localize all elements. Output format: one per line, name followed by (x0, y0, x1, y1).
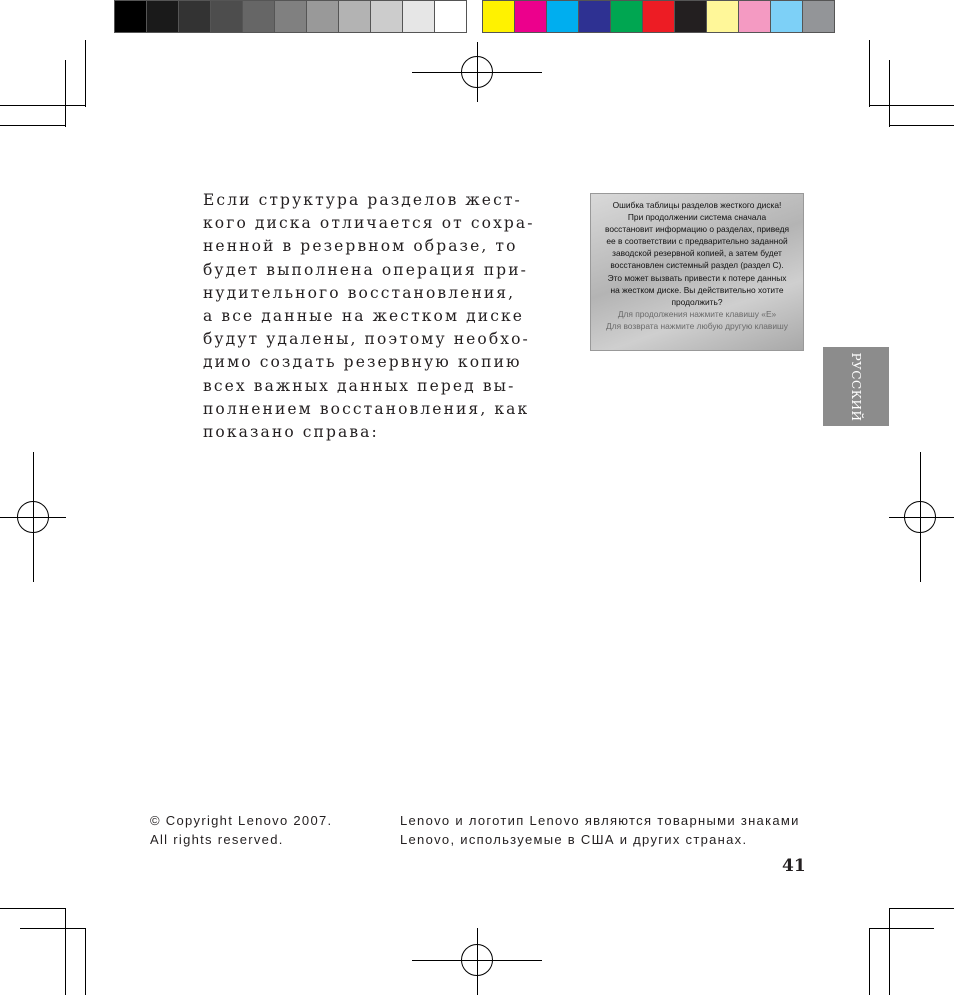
process-color-bar (482, 0, 835, 36)
gray-swatch (114, 0, 146, 33)
color-swatch (738, 0, 770, 33)
grayscale-color-bar (114, 0, 467, 36)
color-swatch (546, 0, 578, 33)
gray-swatch (210, 0, 242, 33)
gray-swatch (178, 0, 210, 33)
screenshot-message (591, 199, 803, 308)
screenshot-line: ее в соответствии с предварительно заданной (606, 236, 788, 247)
gray-swatch (146, 0, 178, 33)
hint-continue: Для продолжения нажмите клавишу «E» (617, 308, 777, 319)
partition-error-screenshot (590, 193, 804, 351)
color-swatch (706, 0, 738, 33)
paragraph-line: всех важных данных перед вы- (203, 376, 516, 395)
gray-swatch (402, 0, 434, 33)
page-number: 41 (782, 856, 806, 876)
gray-swatch (370, 0, 402, 33)
paragraph-line: Если структура разделов жест- (203, 191, 522, 209)
gray-swatch (242, 0, 274, 33)
paragraph-line: будет выполнена операция при- (203, 260, 528, 279)
gray-swatch (338, 0, 370, 33)
paragraph-line: полнением восстановления, как (203, 399, 530, 418)
screenshot-line: восстановлен системный раздел (раздел C). (610, 260, 784, 271)
paragraph-line: будут удалены, поэтому необхо- (203, 330, 530, 349)
screenshot-line: заводской резервной копией, а затем будет (612, 248, 782, 259)
paragraph-line: ненной в резервном образе, то (203, 237, 518, 256)
trademark-line-2: Lenovo, используемые в США и других странах. (400, 831, 748, 847)
hint-return: Для возврата нажмите любую другую клавишу (606, 320, 788, 331)
language-tab-label: РУССКИЙ (849, 352, 863, 421)
paragraph-line: а все данные на жестком диске (203, 307, 525, 326)
gray-swatch (306, 0, 338, 33)
copyright-block (150, 812, 332, 849)
screenshot-line: При продолжении система сначала (627, 212, 767, 223)
copyright-line-1: © Copyright Lenovo 2007. (150, 813, 333, 828)
screenshot-line: восстановит информацию о разделах, приведя (604, 224, 789, 235)
color-swatch (482, 0, 514, 33)
color-swatch (578, 0, 610, 33)
gray-swatch (274, 0, 306, 33)
color-swatch (642, 0, 674, 33)
screenshot-line: Это может вызвать привести к потере данных (607, 272, 787, 283)
copyright-line-2: All rights reserved. (150, 831, 284, 847)
screenshot-line: Ошибка таблицы разделов жесткого диска! (612, 200, 782, 210)
paragraph-line: показано справа: (203, 423, 379, 442)
screenshot-line: продолжить? (671, 296, 723, 307)
language-tab (823, 347, 889, 426)
trademark-line-1: Lenovo и логотип Lenovo являются товарными знаками (400, 813, 800, 828)
screenshot-line: на жестком диске. Вы действительно хотите (610, 284, 784, 295)
paragraph-line: димо создать резервную копию (203, 353, 522, 372)
trademark-block (400, 812, 800, 849)
color-swatch (770, 0, 802, 33)
color-swatch (674, 0, 706, 33)
paragraph-line: кого диска отличается от сохра- (203, 214, 535, 233)
color-swatch (514, 0, 546, 33)
gray-swatch (434, 0, 467, 33)
color-swatch (802, 0, 835, 33)
main-paragraph (203, 189, 543, 444)
paragraph-line: нудительного восстановления, (203, 283, 516, 302)
color-swatch (610, 0, 642, 33)
